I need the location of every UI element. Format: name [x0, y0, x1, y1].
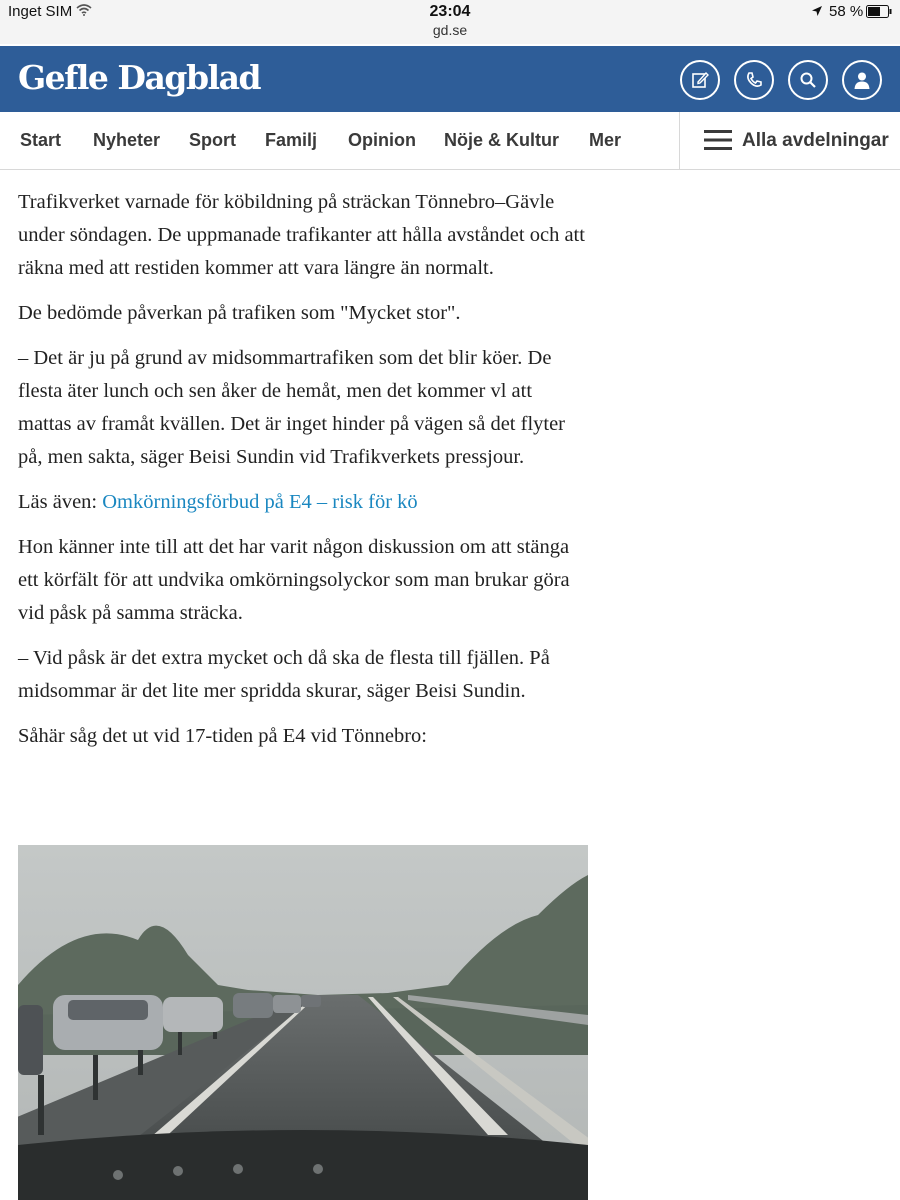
article-body [18, 186, 590, 765]
write-icon [690, 70, 710, 90]
search-icon [798, 70, 818, 90]
article-paragraph: Såhär såg det ut vid 17-tiden på E4 vid Tönnebro: [18, 725, 427, 747]
nav-item-noje-kultur[interactable]: Nöje & Kultur [444, 130, 559, 150]
nav-item-familj[interactable]: Familj [265, 130, 318, 150]
phone-button[interactable] [734, 60, 774, 100]
site-logo[interactable]: Gefle Dagblad [18, 58, 261, 97]
nav-item-nyheter[interactable]: Nyheter [93, 130, 161, 150]
battery-icon [866, 5, 892, 18]
carrier-label: Inget SIM [8, 3, 73, 20]
all-sections-button[interactable]: Alla avdelningar [742, 130, 889, 151]
site-header [0, 46, 900, 112]
clock: 23:04 [429, 3, 471, 20]
read-also-link[interactable]: Omkörningsförbud på E4 – risk för kö [102, 491, 418, 513]
user-icon [852, 70, 872, 90]
search-button[interactable] [788, 60, 828, 100]
read-also [18, 486, 590, 519]
account-button[interactable] [842, 60, 882, 100]
highway-traffic-image [18, 845, 588, 1200]
article-paragraph: Hon känner inte till att det har varit någon diskussion om att stänga ett körfält för att undvika omkörningsolyckor som man brukar göra vid påsk på samma sträcka. [18, 536, 570, 624]
nav-item-sport[interactable]: Sport [189, 130, 236, 150]
read-also-label: Läs även: [18, 491, 98, 513]
hamburger-menu-icon[interactable] [704, 128, 732, 152]
nav-item-start[interactable]: Start [20, 130, 62, 150]
nav-item-mer[interactable]: Mer [589, 130, 622, 150]
write-button[interactable] [680, 60, 720, 100]
nav-item-opinion[interactable]: Opinion [348, 130, 416, 150]
section-nav [0, 112, 900, 170]
nav-divider [679, 112, 680, 169]
url-label[interactable]: gd.se [432, 22, 468, 38]
article-paragraph: – Vid påsk är det extra mycket och då ska de flesta till fjällen. På midsommar är det lite mer spridda skurar, säger Beisi Sundin. [18, 647, 550, 702]
article-photo[interactable] [18, 845, 588, 1200]
location-arrow-icon [811, 5, 823, 17]
phone-icon [744, 70, 764, 90]
status-bar [0, 0, 900, 44]
battery-percent: 58 % [829, 3, 864, 20]
article-paragraph: De bedömde påverkan på trafiken som "Mycket stor". [18, 302, 461, 324]
article-paragraph: – Det är ju på grund av midsommartrafiken som det blir köer. De flesta äter lunch och sen åker de hemåt, men det kommer vl att mattas av framåt kvällen. Det är inget hinder på vägen så det flyter på, men sakta, säger Beisi Sundin vid Trafikverkets pressjour. [18, 347, 566, 468]
article-paragraph: Trafikverket varnade för köbildning på sträckan Tönnebro–Gävle under söndagen. De uppmanade trafikanter att hålla avståndet och att räkna med att restiden kommer att vara längre än normalt. [18, 191, 585, 279]
